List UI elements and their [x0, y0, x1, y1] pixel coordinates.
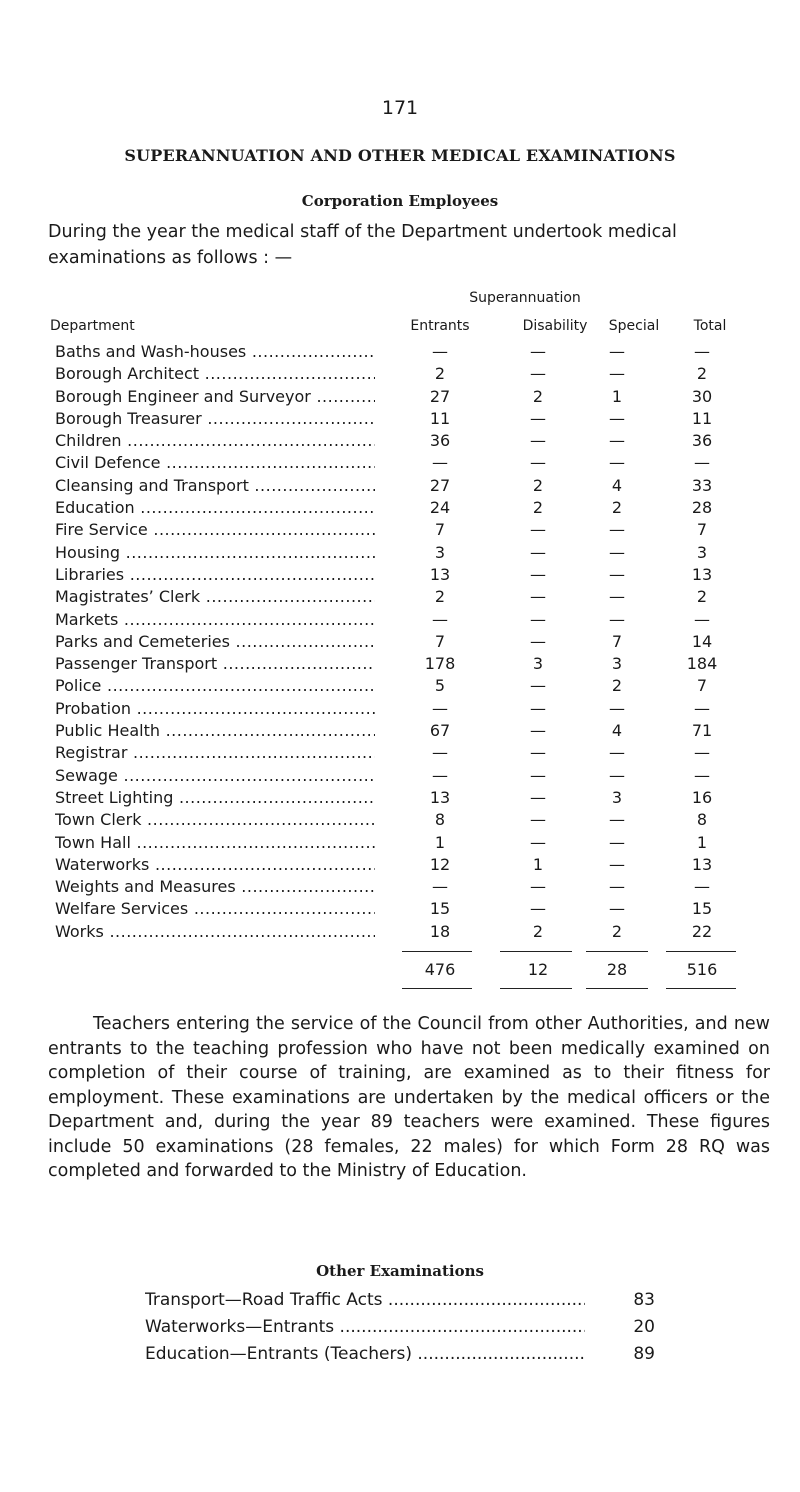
total-cell: — [694, 743, 710, 763]
table-row [0, 877, 800, 899]
entrants-cell: 24 [429, 498, 451, 518]
department-cell: Magistrates’ Clerk ..... [55, 587, 375, 606]
table-row [0, 431, 800, 453]
table-row [0, 364, 800, 386]
department-cell: Police ..... [55, 676, 375, 695]
special-cell: — [609, 810, 625, 830]
disability-cell: — [530, 631, 546, 651]
special-cell: 2 [611, 498, 623, 518]
other-exam-label: Waterworks—Entrants ..... [145, 1317, 585, 1337]
table-row [0, 788, 800, 810]
other-exam-label: Transport—Road Traffic Acts ..... [145, 1290, 585, 1310]
header-disability: Disability [522, 318, 588, 334]
total-cell: 7 [696, 520, 708, 540]
table-row [0, 766, 800, 788]
other-examinations-title: Other Examinations [316, 1262, 484, 1280]
entrants-cell: 13 [429, 564, 451, 584]
total-cell: 7 [696, 676, 708, 696]
total-cell: — [694, 765, 710, 785]
department-cell: Education ..... [55, 498, 375, 517]
header-total: Total [693, 318, 727, 334]
entrants-cell: 7 [434, 631, 446, 651]
total-cell: 8 [696, 810, 708, 830]
special-cell: — [609, 564, 625, 584]
disability-cell: — [530, 810, 546, 830]
entrants-cell: 15 [429, 899, 451, 919]
department-cell: Cleansing and Transport ..... [55, 476, 375, 495]
table-row [0, 387, 800, 409]
special-cell: 4 [611, 721, 623, 741]
entrants-cell: 1 [434, 832, 446, 852]
department-cell: Welfare Services ..... [55, 899, 375, 918]
page-title: SUPERANNUATION AND OTHER MEDICAL EXAMINATIONS [124, 146, 676, 165]
other-exam-value: 83 [633, 1290, 655, 1310]
entrants-cell: 13 [429, 787, 451, 807]
table-row [0, 610, 800, 632]
department-cell: Borough Engineer and Surveyor ..... [55, 387, 375, 406]
entrants-cell: 8 [434, 810, 446, 830]
department-cell: Public Health ..... [55, 721, 375, 740]
department-cell: Borough Architect ..... [55, 364, 375, 383]
disability-cell: 2 [532, 475, 544, 495]
intro-text: During the year the medical staff of the Department undertook medical examinations as follows : — [48, 222, 677, 268]
total-disability: 12 [527, 960, 549, 979]
other-exam-item [145, 1344, 655, 1368]
other-exam-item [145, 1290, 655, 1314]
header-department: Department [50, 318, 135, 334]
total-rule-bottom [402, 988, 472, 989]
total-cell: 13 [691, 854, 713, 874]
table-row [0, 632, 800, 654]
table-row [0, 721, 800, 743]
total-cell: 28 [691, 498, 713, 518]
special-cell: — [609, 765, 625, 785]
table-row [0, 587, 800, 609]
disability-cell: — [530, 787, 546, 807]
department-cell: Baths and Wash-houses ..... [55, 342, 375, 361]
total-cell: 22 [691, 921, 713, 941]
table-row [0, 676, 800, 698]
special-cell: — [609, 364, 625, 384]
table-row [0, 342, 800, 364]
department-cell: Markets ..... [55, 610, 375, 629]
total-cell: 1 [696, 832, 708, 852]
department-cell: Libraries ..... [55, 565, 375, 584]
teachers-paragraph-text: Teachers entering the service of the Council from other Authorities, and new entrants to the teaching profession who have not been medically examined on completion of their course of training, are examined as to their fitness for employment. These examinations are undertaken by the medical officers or the Department and, during the year 89 teachers were examined. These figures include 50 examinations (28 females, 22 males) for which Form 28 RQ was completed and forwarded to the Ministry of Education. [48, 1014, 770, 1181]
total-rule-top [402, 951, 472, 952]
department-cell: Registrar ..... [55, 743, 375, 762]
table-row [0, 409, 800, 431]
disability-cell: 2 [532, 386, 544, 406]
total-rule-bottom [586, 988, 648, 989]
total-cell: 11 [691, 408, 713, 428]
department-cell: Civil Defence ..... [55, 453, 375, 472]
special-cell: 2 [611, 921, 623, 941]
total-rule-top [500, 951, 572, 952]
special-cell: — [609, 587, 625, 607]
disability-cell: — [530, 408, 546, 428]
total-cell: 30 [691, 386, 713, 406]
total-cell: — [694, 342, 710, 361]
entrants-cell: 12 [429, 854, 451, 874]
other-exam-value: 89 [633, 1344, 655, 1364]
entrants-cell: 2 [434, 364, 446, 384]
disability-cell: — [530, 520, 546, 540]
disability-cell: 3 [532, 654, 544, 674]
special-cell: — [609, 342, 625, 361]
special-cell: — [609, 408, 625, 428]
total-cell: 13 [691, 564, 713, 584]
other-exam-item [145, 1317, 655, 1341]
total-cell: 14 [691, 631, 713, 651]
total-rule-top [666, 951, 736, 952]
department-cell: Works ..... [55, 922, 375, 941]
entrants-cell: 5 [434, 676, 446, 696]
special-cell: — [609, 698, 625, 718]
total-cell: 16 [691, 787, 713, 807]
department-cell: Parks and Cemeteries ..... [55, 632, 375, 651]
header-entrants: Entrants [410, 318, 470, 334]
disability-cell: 1 [532, 854, 544, 874]
disability-cell: — [530, 364, 546, 384]
disability-cell: — [530, 765, 546, 785]
department-cell: Children ..... [55, 431, 375, 450]
disability-cell: — [530, 832, 546, 852]
disability-cell: — [530, 721, 546, 741]
special-cell: — [609, 520, 625, 540]
department-cell: Fire Service ..... [55, 520, 375, 539]
entrants-cell: — [432, 453, 448, 473]
special-cell: — [609, 453, 625, 473]
entrants-cell: 7 [434, 520, 446, 540]
examinations-table [0, 342, 800, 944]
total-cell: 2 [696, 587, 708, 607]
total-rule-bottom [500, 988, 572, 989]
table-row [0, 743, 800, 765]
entrants-cell: 2 [434, 587, 446, 607]
entrants-cell: 178 [424, 654, 456, 674]
disability-cell: 2 [532, 498, 544, 518]
total-cell: 2 [696, 364, 708, 384]
department-cell: Probation ..... [55, 699, 375, 718]
total-cell: 36 [691, 431, 713, 451]
special-cell: — [609, 743, 625, 763]
entrants-cell: 27 [429, 386, 451, 406]
total-cell: 33 [691, 475, 713, 495]
entrants-cell: 27 [429, 475, 451, 495]
total-rule-bottom [666, 988, 736, 989]
total-cell: — [694, 453, 710, 473]
total-cell: 15 [691, 899, 713, 919]
other-exam-label: Education—Entrants (Teachers) ..... [145, 1344, 585, 1364]
total-cell: 3 [696, 542, 708, 562]
table-row [0, 498, 800, 520]
special-cell: 1 [611, 386, 623, 406]
table-row [0, 453, 800, 475]
entrants-cell: — [432, 609, 448, 629]
disability-cell: — [530, 564, 546, 584]
entrants-cell: — [432, 698, 448, 718]
total-cell: 184 [686, 654, 718, 674]
table-row [0, 810, 800, 832]
department-cell: Town Clerk ..... [55, 810, 375, 829]
entrants-cell: 11 [429, 408, 451, 428]
special-cell: 7 [611, 631, 623, 651]
department-cell: Borough Treasurer ..... [55, 409, 375, 428]
table-row [0, 833, 800, 855]
special-cell: — [609, 899, 625, 919]
special-cell: 3 [611, 654, 623, 674]
special-cell: — [609, 542, 625, 562]
entrants-cell: 67 [429, 721, 451, 741]
disability-cell: — [530, 877, 546, 897]
total-total: 516 [686, 960, 718, 979]
total-cell: 71 [691, 721, 713, 741]
entrants-cell: 3 [434, 542, 446, 562]
disability-cell: — [530, 587, 546, 607]
special-cell: 3 [611, 787, 623, 807]
total-cell: — [694, 698, 710, 718]
table-row [0, 855, 800, 877]
entrants-cell: — [432, 765, 448, 785]
special-cell: — [609, 431, 625, 451]
table-row [0, 565, 800, 587]
special-cell: — [609, 854, 625, 874]
department-cell: Housing ..... [55, 543, 375, 562]
table-row [0, 543, 800, 565]
department-cell: Passenger Transport ..... [55, 654, 375, 673]
teachers-paragraph [48, 1012, 770, 1184]
total-rule-top [586, 951, 648, 952]
total-entrants: 476 [424, 960, 456, 979]
total-cell: — [694, 609, 710, 629]
table-row [0, 520, 800, 542]
department-cell: Sewage ..... [55, 766, 375, 785]
entrants-cell: — [432, 743, 448, 763]
disability-cell: — [530, 743, 546, 763]
department-cell: Weights and Measures ..... [55, 877, 375, 896]
special-cell: — [609, 877, 625, 897]
special-cell: — [609, 609, 625, 629]
department-cell: Waterworks ..... [55, 855, 375, 874]
entrants-cell: 18 [429, 921, 451, 941]
special-cell: 4 [611, 475, 623, 495]
disability-cell: — [530, 431, 546, 451]
entrants-cell: — [432, 877, 448, 897]
table-row [0, 476, 800, 498]
total-special: 28 [606, 960, 628, 979]
entrants-cell: — [432, 342, 448, 361]
disability-cell: — [530, 609, 546, 629]
department-cell: Street Lighting ..... [55, 788, 375, 807]
disability-cell: — [530, 342, 546, 361]
total-cell: — [694, 877, 710, 897]
disability-cell: — [530, 899, 546, 919]
other-exam-value: 20 [633, 1317, 655, 1337]
disability-cell: 2 [532, 921, 544, 941]
table-row [0, 899, 800, 921]
special-cell: 2 [611, 676, 623, 696]
disability-cell: — [530, 676, 546, 696]
table-row [0, 922, 800, 944]
disability-cell: — [530, 698, 546, 718]
page-number: 171 [381, 97, 419, 119]
disability-cell: — [530, 542, 546, 562]
header-special: Special [608, 318, 660, 334]
header-superannuation: Superannuation [469, 290, 581, 306]
table-row [0, 699, 800, 721]
table-row [0, 654, 800, 676]
department-cell: Town Hall ..... [55, 833, 375, 852]
special-cell: — [609, 832, 625, 852]
section-subtitle: Corporation Employees [301, 192, 499, 210]
entrants-cell: 36 [429, 431, 451, 451]
disability-cell: — [530, 453, 546, 473]
